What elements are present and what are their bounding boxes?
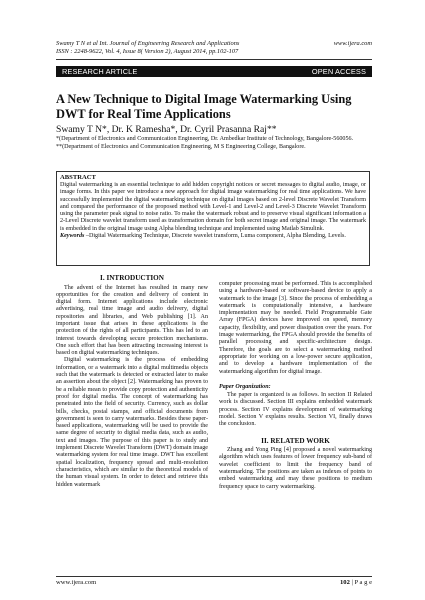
intro-paragraph-1: The advent of the Internet has resulted in many new opportunities for the creation and delivery of content in digital form. Internet applications include electronic advertising, real time image and audio delivery, digital repositories and libraries, and Web publishing [1]. An important issue that arises in these applications is the protection of the rights of all participants. This has led to an interest towards developing secure protection mechanisms. One such effort that has been attracting increasing interest is based on digital watermarking techniques. xyxy=(56,284,208,357)
related-work-paragraph: Zhang and Yong Ping [4] proposed a novel watermarking algorithm which uses features of lower frequency sub-band of wavelet coefficient to limit the frequency band of watermarking. The positions are taken as indexes of points to embed watermarking and may these positions to medium frequency space to carry watermarking. xyxy=(219,447,372,490)
article-type-label: RESEARCH ARTICLE xyxy=(62,67,138,76)
section-heading-introduction: I. INTRODUCTION xyxy=(100,274,164,282)
article-type-banner xyxy=(56,66,372,77)
intro-paragraph-2: Digital watermarking is the process of embedding information, or a watermark into a digital multimedia objects such that the watermark is detected or extracted later to make an assertion about the object [2]. Watermarking has proven to be a reliable mean to provide copy protection and authenticity proof for digital media. The concept of watermarking has penetrated into the field of security. Currency, such as dollar bills, checks, postal stamps, and official documents from government is seen to carry watermarks. Besides these paper-based applications, watermarking will be used to provide the same degree of security to digital media data, such as audio, text and images. The purpose of this paper is to study and implement Discrete Wavelet Transform (DWT) domain image watermarking system for real time image. DWT has excellent spatial localization, frequency spread and multi-resolution characteristics, which are similar to the theoretical models of the human visual system. In order to detect and retrieve this hidden watermark xyxy=(56,357,208,488)
page-label: | P a g e xyxy=(349,579,372,586)
abstract-box xyxy=(56,171,370,266)
author-list: Swamy T N*, Dr. K Ramesha*, Dr. Cyril Prasanna Raj** xyxy=(56,124,277,135)
paper-title: A New Technique to Digital Image Watermarking Using DWT for Real Time Applications xyxy=(56,92,352,121)
abstract-text: Digital watermarking is an essential technique to add hidden copyright notices or secret messages to digital audio, image, or image forms. In this paper we introduce a new approach for digital image watermarking for real time applications. We have successfully implemented the digital watermarking technique on digital images based on 2-level Discrete Wavelet Transform and compared the performance of the proposed method with Level-1 and Level-2 and Level-3 Discrete Wavelet Transform using the parameter peak signal to noise ratio. To make the watermark robust and to preserve visual significant information a 2-Level Discrete wavelet transform used as transformation domain for both secret image and original image. The watermark is embedded in the original image using Alpha blending technique and implemented using Matlab Simulink. xyxy=(60,182,366,232)
keywords-line xyxy=(60,233,366,240)
page-number-block xyxy=(340,579,372,587)
paper-organization-text: The paper is organized is as follows. In section II Related work is discussed. Section III explains embedded watermark process. Section IV explains development of watermarking model. Section V explains results. Section VI, finally draws the conclusion. xyxy=(219,392,372,428)
left-column xyxy=(56,274,208,489)
header-divider xyxy=(56,59,372,60)
open-access-label: OPEN ACCESS xyxy=(311,67,366,76)
page-number: 102 xyxy=(339,579,350,586)
page-footer xyxy=(56,579,372,587)
footer-divider xyxy=(56,576,372,577)
affiliation-1: *(Department of Electronics and Communication Engineering, Dr. Ambedkar Institute of Technology, Bangalore-560056. xyxy=(56,136,354,142)
affiliations xyxy=(56,136,372,151)
paper-organization-heading: Paper Organization: xyxy=(219,383,271,390)
running-header xyxy=(56,40,372,56)
keywords-label: Keywords xyxy=(60,233,85,240)
intro-paragraph-3: computer processing must be performed. This is accomplished using a hardware-based or software-based device to apply a watermark to the image [3]. Since the process of embedding a watermark is computationally intensive, a hardware implementation may be needed. Field Programmable Gate Array (FPGA) devices have improved on speed, memory capacity, flexibility, and power dissipation over the years. For image watermarking, the FPGA should provide the benefits of parallel processing and specific-architecture design. Therefore, the goals are to select a watermarking method appropriate for working on a low-power secure application, and to develop a hardware implementation of the watermarking algorithm for digital image. xyxy=(219,281,372,375)
right-column xyxy=(219,281,372,491)
abstract-label: ABSTRACT xyxy=(60,174,96,181)
footer-website[interactable]: www.ijera.com xyxy=(56,579,97,586)
journal-citation: Swamy T N et al Int. Journal of Engineering Research and Applications xyxy=(56,40,240,47)
affiliation-2: **(Department of Electronics and Communication Engineering, M S Engineering College, Bangalore. xyxy=(56,143,306,150)
section-heading-related-work: II. RELATED WORK xyxy=(261,436,330,445)
journal-website[interactable]: www.ijera.com xyxy=(333,40,372,47)
keywords-text: –Digital Watermarking Technique, Discrete wavelet transform, Luma component, Alpha Blending, Levels. xyxy=(85,233,346,240)
issn-line: ISSN : 2248-9622, Vol. 4, Issue 8( Version 2), August 2014, pp.102-107 xyxy=(56,48,239,55)
